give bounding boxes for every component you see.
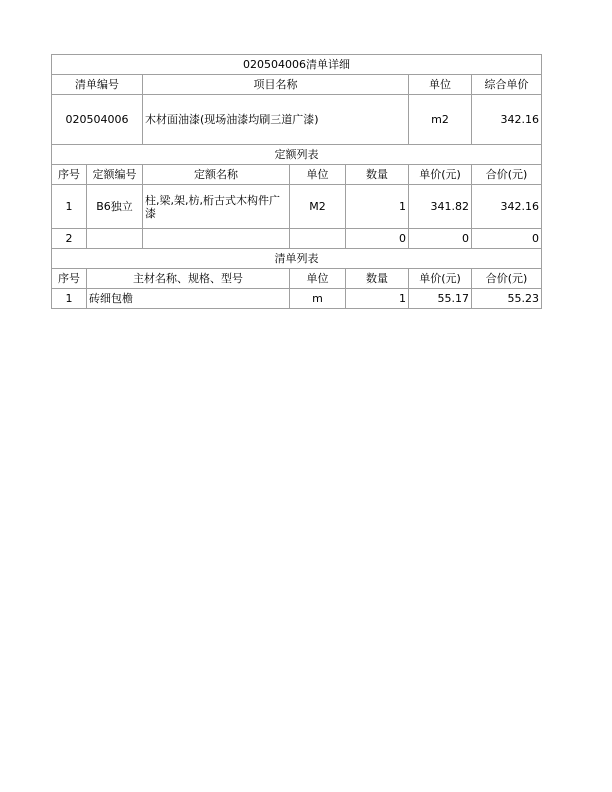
material-header-name: 主材名称、规格、型号 — [87, 269, 290, 289]
material-name: 砖细包檐 — [87, 289, 290, 309]
table-row — [52, 229, 542, 249]
quota-name — [143, 229, 290, 249]
material-total: 55.23 — [472, 289, 542, 309]
quota-qty: 0 — [346, 229, 409, 249]
quota-unit — [290, 229, 346, 249]
quota-no: 2 — [52, 229, 87, 249]
quota-code: B6独立 — [87, 185, 143, 229]
header-unit: 单位 — [409, 75, 472, 95]
material-header-unit: 单位 — [290, 269, 346, 289]
quota-unit: M2 — [290, 185, 346, 229]
quota-header-total: 合价(元) — [472, 165, 542, 185]
material-qty: 1 — [346, 289, 409, 309]
detail-table — [51, 54, 542, 309]
quota-header-unit: 单位 — [290, 165, 346, 185]
quota-name: 柱,梁,架,枋,桁古式木构件广漆 — [143, 185, 290, 229]
material-header-qty: 数量 — [346, 269, 409, 289]
quota-no: 1 — [52, 185, 87, 229]
quota-total: 0 — [472, 229, 542, 249]
header-price: 综合单价 — [472, 75, 542, 95]
quota-section-title: 定额列表 — [52, 145, 542, 165]
table-row — [52, 289, 542, 309]
quota-header-name: 定额名称 — [143, 165, 290, 185]
material-unit: m — [290, 289, 346, 309]
material-no: 1 — [52, 289, 87, 309]
item-code: 020504006 — [52, 95, 143, 145]
quota-unit-price: 0 — [409, 229, 472, 249]
quota-total: 342.16 — [472, 185, 542, 229]
quota-qty: 1 — [346, 185, 409, 229]
item-price: 342.16 — [472, 95, 542, 145]
quota-header-qty: 数量 — [346, 165, 409, 185]
material-header-total: 合价(元) — [472, 269, 542, 289]
item-unit: m2 — [409, 95, 472, 145]
item-name: 木材面油漆(现场油漆均刷三道广漆) — [143, 95, 409, 145]
material-section-title: 清单列表 — [52, 249, 542, 269]
quota-code — [87, 229, 143, 249]
table-title: 020504006清单详细 — [52, 55, 542, 75]
table-row — [52, 185, 542, 229]
material-header-no: 序号 — [52, 269, 87, 289]
quota-header-no: 序号 — [52, 165, 87, 185]
quota-header-code: 定额编号 — [87, 165, 143, 185]
header-name: 项目名称 — [143, 75, 409, 95]
material-header-unit-price: 单价(元) — [409, 269, 472, 289]
quota-unit-price: 341.82 — [409, 185, 472, 229]
header-code: 清单编号 — [52, 75, 143, 95]
material-unit-price: 55.17 — [409, 289, 472, 309]
quota-header-unit-price: 单价(元) — [409, 165, 472, 185]
